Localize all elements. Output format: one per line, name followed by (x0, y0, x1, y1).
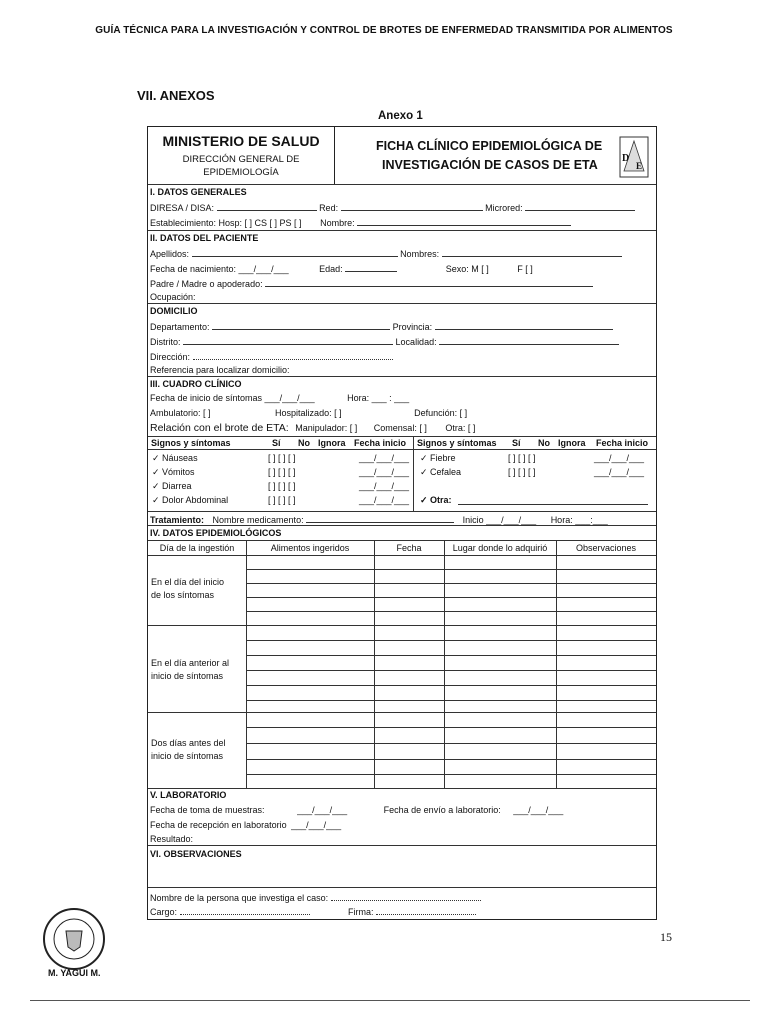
direction-line-2: EPIDEMIOLOGÍA (203, 167, 279, 178)
vomitos-checkboxes[interactable]: [ ] [ ] [ ] (268, 467, 296, 477)
section-3-title: III. CUADRO CLÍNICO (150, 379, 242, 389)
col-dia-ingestion: Día de la ingestión (159, 543, 235, 553)
padre-field[interactable] (265, 277, 593, 287)
col-ignora-left: Ignora (318, 438, 346, 448)
diresa-field[interactable] (217, 201, 317, 211)
toma-muestras-date[interactable]: ___/___/___ (297, 805, 348, 815)
microred-label: Microred: (485, 203, 523, 213)
nombres-field[interactable] (442, 247, 622, 257)
domicilio-title: DOMICILIO (150, 306, 198, 316)
col-fecha-right: Fecha inicio (596, 438, 649, 448)
col-no-left: No (298, 438, 310, 448)
symptom-otra: ✓ Otra: (420, 495, 452, 505)
envio-lab-label: Fecha de envío a laboratorio: (383, 805, 501, 815)
dge-logo-icon (614, 131, 654, 183)
col-lugar: Lugar donde lo adquirió (452, 543, 548, 553)
symptom-nauseas: ✓ Náuseas (152, 453, 198, 463)
otra-symptom-field[interactable] (458, 495, 648, 505)
section-5-title: V. LABORATORIO (150, 790, 227, 800)
eta-form (147, 126, 657, 920)
medicamento-field[interactable] (306, 513, 454, 523)
fiebre-checkboxes[interactable]: [ ] [ ] [ ] (508, 453, 536, 463)
section-2-title: II. DATOS DEL PACIENTE (150, 233, 259, 243)
tratamiento-inicio-label: Inicio ___/___/___ (462, 515, 537, 525)
investigador-field[interactable] (331, 891, 481, 901)
section-title: VII. ANEXOS (137, 88, 215, 103)
direccion-label: Dirección: (150, 352, 191, 362)
dolor-checkboxes[interactable]: [ ] [ ] [ ] (268, 495, 296, 505)
footer-divider (30, 1000, 750, 1001)
diarrea-date[interactable]: ___/___/___ (359, 481, 410, 491)
svg-text:D: D (622, 153, 630, 164)
svg-text:E: E (636, 161, 643, 171)
vomitos-date[interactable]: ___/___/___ (359, 467, 410, 477)
apellidos-field[interactable] (192, 247, 398, 257)
red-label: Red: (319, 203, 339, 213)
col-signos-right: Signos y síntomas (417, 438, 497, 448)
establecimiento-label: Establecimiento: Hosp: [ ] CS [ ] PS [ ] (150, 218, 302, 228)
section-1-title: I. DATOS GENERALES (150, 187, 247, 197)
group-3-line-2: inicio de síntomas (151, 751, 224, 761)
recepcion-lab-label: Fecha de recepción en laboratorio (150, 820, 287, 830)
symptom-vomitos: ✓ Vómitos (152, 467, 195, 477)
firma-label: Firma: (348, 907, 374, 917)
ambulatorio-label: Ambulatorio: [ ] (150, 408, 211, 418)
investigador-label: Nombre de la persona que investiga el caso: (150, 893, 329, 903)
toma-muestras-label: Fecha de toma de muestras: (150, 805, 265, 815)
cargo-label: Cargo: (150, 907, 178, 917)
sexo-label: Sexo: M [ ] (445, 264, 489, 274)
red-field[interactable] (341, 201, 483, 211)
col-ignora-right: Ignora (558, 438, 586, 448)
hospitalizado-label: Hospitalizado: [ ] (275, 408, 342, 418)
col-observaciones: Observaciones (575, 543, 637, 553)
microred-field[interactable] (525, 201, 635, 211)
sexo-f-label: F [ ] (517, 264, 533, 274)
ministry-box (148, 127, 335, 184)
col-si-right: Sí (512, 438, 521, 448)
symptom-cefalea: ✓ Cefalea (420, 467, 462, 477)
form-title-1: FICHA CLÍNICO EPIDEMIOLÓGICA DE (376, 139, 603, 153)
nauseas-checkboxes[interactable]: [ ] [ ] [ ] (268, 453, 296, 463)
localidad-label: Localidad: (395, 337, 437, 347)
referencia-label: Referencia para localizar domicilio: (150, 365, 290, 375)
tratamiento-label: Tratamiento: (150, 515, 205, 525)
cefalea-date[interactable]: ___/___/___ (594, 467, 645, 477)
firma-field[interactable] (376, 905, 476, 915)
col-si-left: Sí (272, 438, 281, 448)
section-6-title: VI. OBSERVACIONES (150, 849, 242, 859)
hora-label: Hora: ___ : ___ (347, 393, 410, 403)
cargo-field[interactable] (180, 905, 310, 915)
group-2-line-2: inicio de síntomas (151, 671, 224, 681)
symptom-dolor-abdominal: ✓ Dolor Abdominal (152, 495, 229, 505)
comensal-label: Comensal: [ ] (373, 423, 427, 433)
diarrea-checkboxes[interactable]: [ ] [ ] [ ] (268, 481, 296, 491)
symptom-fiebre: ✓ Fiebre (420, 453, 456, 463)
signature: M. YAGUI M. (48, 968, 101, 978)
form-title-2: INVESTIGACIÓN DE CASOS DE ETA (382, 158, 598, 172)
col-fecha-left: Fecha inicio (354, 438, 407, 448)
ministerio-seal-icon (42, 907, 106, 971)
fecha-nacimiento-label: Fecha de nacimiento: ___/___/___ (150, 264, 289, 274)
page-header: GUÍA TÉCNICA PARA LA INVESTIGACIÓN Y CONTROL DE BROTES DE ENFERMEDAD TRANSMITIDA POR ALIMENTOS (95, 25, 673, 36)
page-number: 15 (660, 930, 672, 944)
manipulador-label: Manipulador: [ ] (295, 423, 358, 433)
otra-relacion-label: Otra: [ ] (445, 423, 476, 433)
provincia-field[interactable] (435, 320, 613, 330)
group-3-line-1: Dos días antes del (151, 738, 226, 748)
recepcion-lab-date[interactable]: ___/___/___ (291, 820, 342, 830)
col-alimentos: Alimentos ingeridos (270, 543, 350, 553)
edad-label: Edad: (319, 264, 343, 274)
nombre-medicamento-label: Nombre medicamento: (212, 515, 304, 525)
group-1-line-2: de los síntomas (151, 590, 215, 600)
col-fecha: Fecha (396, 543, 422, 553)
nombre-field[interactable] (357, 216, 571, 226)
nauseas-date[interactable]: ___/___/___ (359, 453, 410, 463)
dolor-date[interactable]: ___/___/___ (359, 495, 410, 505)
relacion-label: Relación con el brote de ETA: (150, 422, 289, 434)
provincia-label: Provincia: (392, 322, 433, 332)
cefalea-checkboxes[interactable]: [ ] [ ] [ ] (508, 467, 536, 477)
distrito-field[interactable] (183, 335, 393, 345)
annex-label: Anexo 1 (378, 110, 423, 122)
distrito-label: Distrito: (150, 337, 181, 347)
ministry-name: MINISTERIO DE SALUD (162, 133, 320, 149)
nombre-label: Nombre: (320, 218, 355, 228)
direccion-field[interactable] (193, 350, 393, 360)
section-4-title: IV. DATOS EPIDEMIOLÓGICOS (150, 528, 282, 538)
group-2-line-1: En el día anterior al (151, 658, 230, 668)
resultado-label: Resultado: (150, 834, 194, 844)
defuncion-label: Defunción: [ ] (414, 408, 468, 418)
diresa-label: DIRESA / DISA: (150, 203, 215, 213)
fiebre-date[interactable]: ___/___/___ (594, 453, 645, 463)
departamento-field[interactable] (212, 320, 390, 330)
edad-field[interactable] (345, 262, 397, 272)
padre-label: Padre / Madre o apoderado: (150, 279, 263, 289)
col-no-right: No (538, 438, 550, 448)
localidad-field[interactable] (439, 335, 619, 345)
ocupacion-label: Ocupación: (150, 292, 196, 302)
departamento-label: Departamento: (150, 322, 210, 332)
group-1-line-1: En el día del inicio (151, 577, 225, 587)
tratamiento-hora-label: Hora: ___:___ (550, 515, 608, 525)
apellidos-label: Apellidos: (150, 249, 190, 259)
col-signos-left: Signos y síntomas (151, 438, 231, 448)
nombres-label: Nombres: (400, 249, 440, 259)
fecha-inicio-label: Fecha de inicio de síntomas ___/___/___ (150, 393, 315, 403)
direction-line-1: DIRECCIÓN GENERAL DE (182, 154, 300, 165)
envio-lab-date[interactable]: ___/___/___ (513, 805, 564, 815)
symptom-diarrea: ✓ Diarrea (152, 481, 192, 491)
